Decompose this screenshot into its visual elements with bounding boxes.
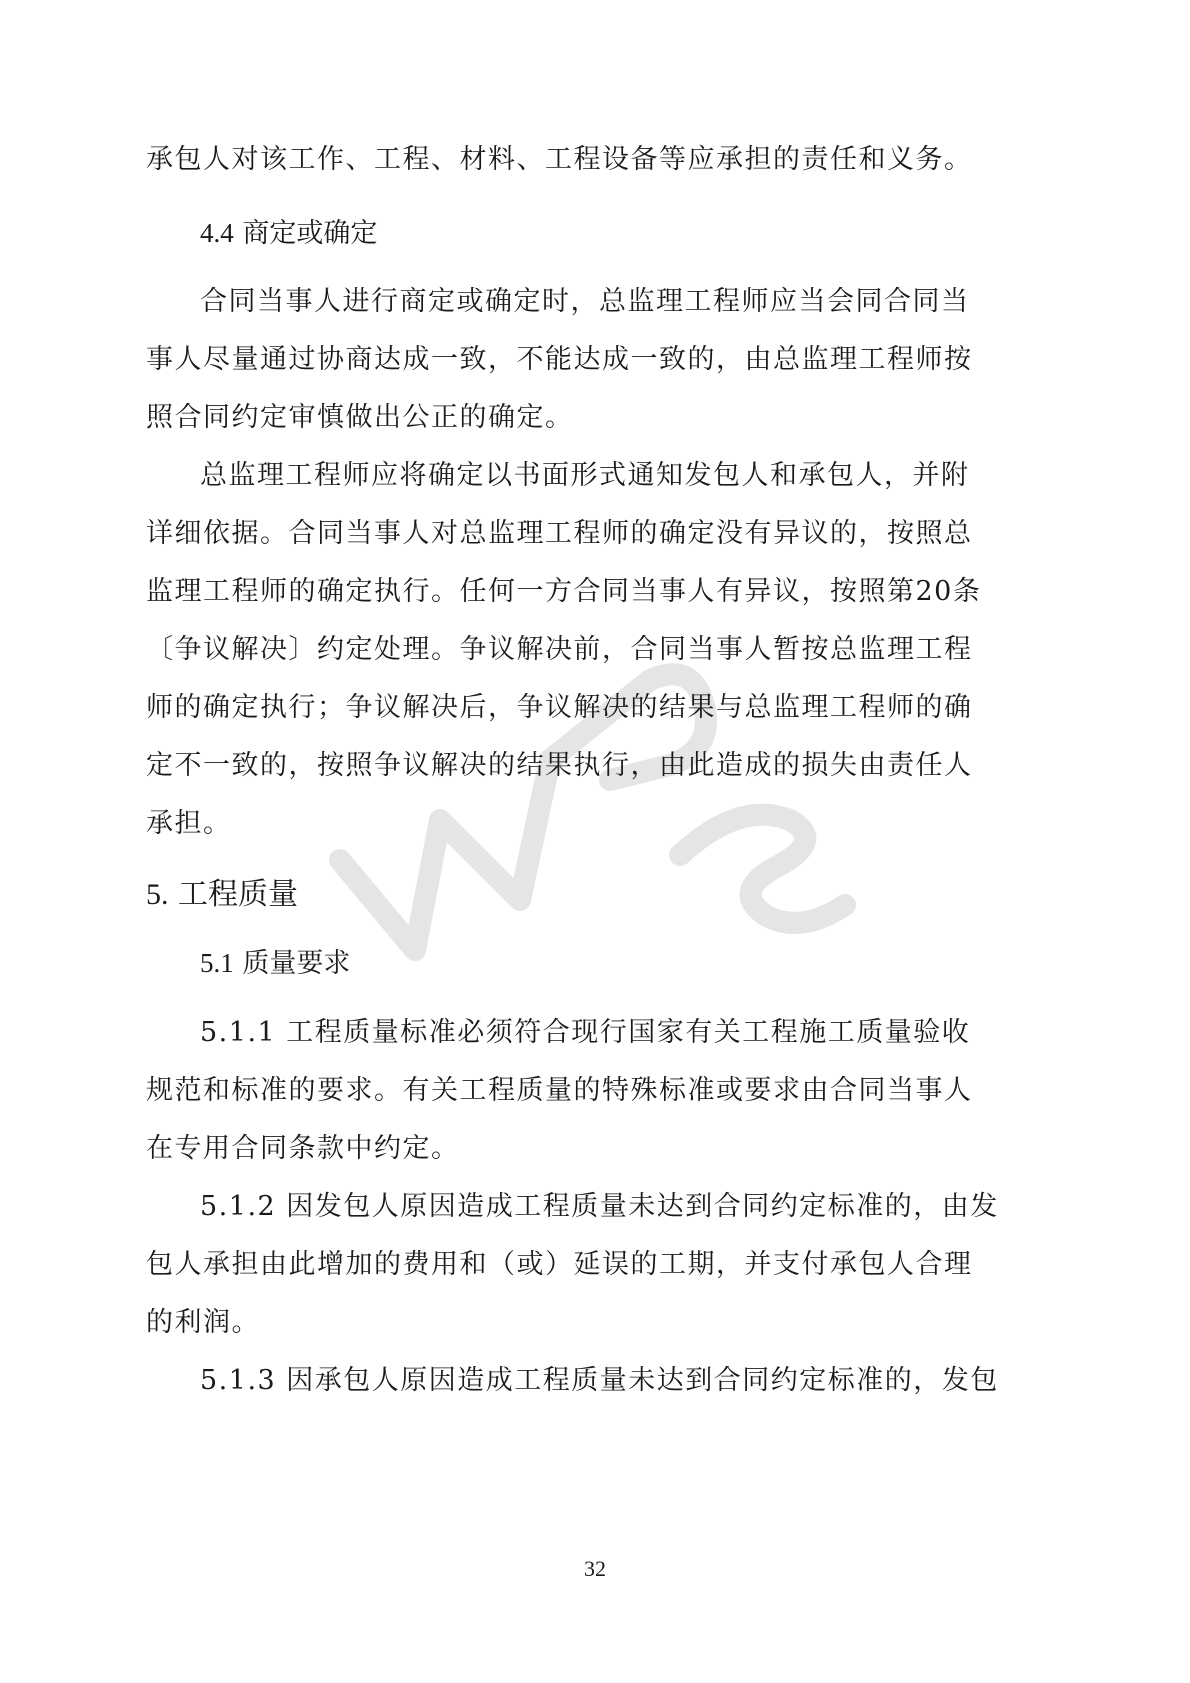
paragraph-line: 承担。 [146,808,232,839]
heading-text: 工程质量 [178,877,299,912]
paragraph-line: 〔争议解决〕约定处理。争议解决前，合同当事人暂按总监理工程 [146,634,973,665]
paragraph-line: 事人尽量通过协商达成一致，不能达成一致的，由总监理工程师按 [146,344,973,375]
heading-number: 4.4 [200,218,234,248]
heading-number: 5.1 [200,948,234,978]
paragraph-line: 详细依据。合同当事人对总监理工程师的确定没有异议的，按照总 [146,518,973,549]
paragraph-line: 总监理工程师应将确定以书面形式通知发包人和承包人，并附 [200,460,970,491]
paragraph-line: 5.1.1 工程质量标准必须符合现行国家有关工程施工质量验收 [200,1017,971,1048]
paragraph-line: 在专用合同条款中约定。 [146,1133,460,1164]
paragraph-line: 5.1.2 因发包人原因造成工程质量未达到合同约定标准的，由发 [200,1191,999,1222]
paragraph-line: 包人承担由此增加的费用和（或）延误的工期，并支付承包人合理 [146,1249,973,1280]
paragraph-line: 定不一致的，按照争议解决的结果执行，由此造成的损失由责任人 [146,750,973,781]
heading-text: 商定或确定 [242,218,378,249]
paragraph-line: 承包人对该工作、工程、材料、工程设备等应承担的责任和义务。 [146,144,973,175]
section-heading-5-1 [200,946,350,981]
section-heading-4-4 [200,216,377,251]
paragraph-line: 照合同约定审慎做出公正的确定。 [146,402,574,433]
paragraph-line: 的利润。 [146,1307,260,1338]
heading-number: 5. [146,878,169,911]
page-number: 32 [584,1556,606,1581]
heading-text: 质量要求 [242,948,351,979]
paragraph-line: 师的确定执行；争议解决后，争议解决的结果与总监理工程师的确 [146,692,973,723]
paragraph-line: 合同当事人进行商定或确定时，总监理工程师应当会同合同当 [200,286,970,317]
paragraph-line: 规范和标准的要求。有关工程质量的特殊标准或要求由合同当事人 [146,1075,973,1106]
paragraph-line: 监理工程师的确定执行。任何一方合同当事人有异议，按照第20条 [146,576,982,607]
section-heading-5 [146,876,298,914]
paragraph-line: 5.1.3 因承包人原因造成工程质量未达到合同约定标准的，发包 [200,1365,999,1396]
